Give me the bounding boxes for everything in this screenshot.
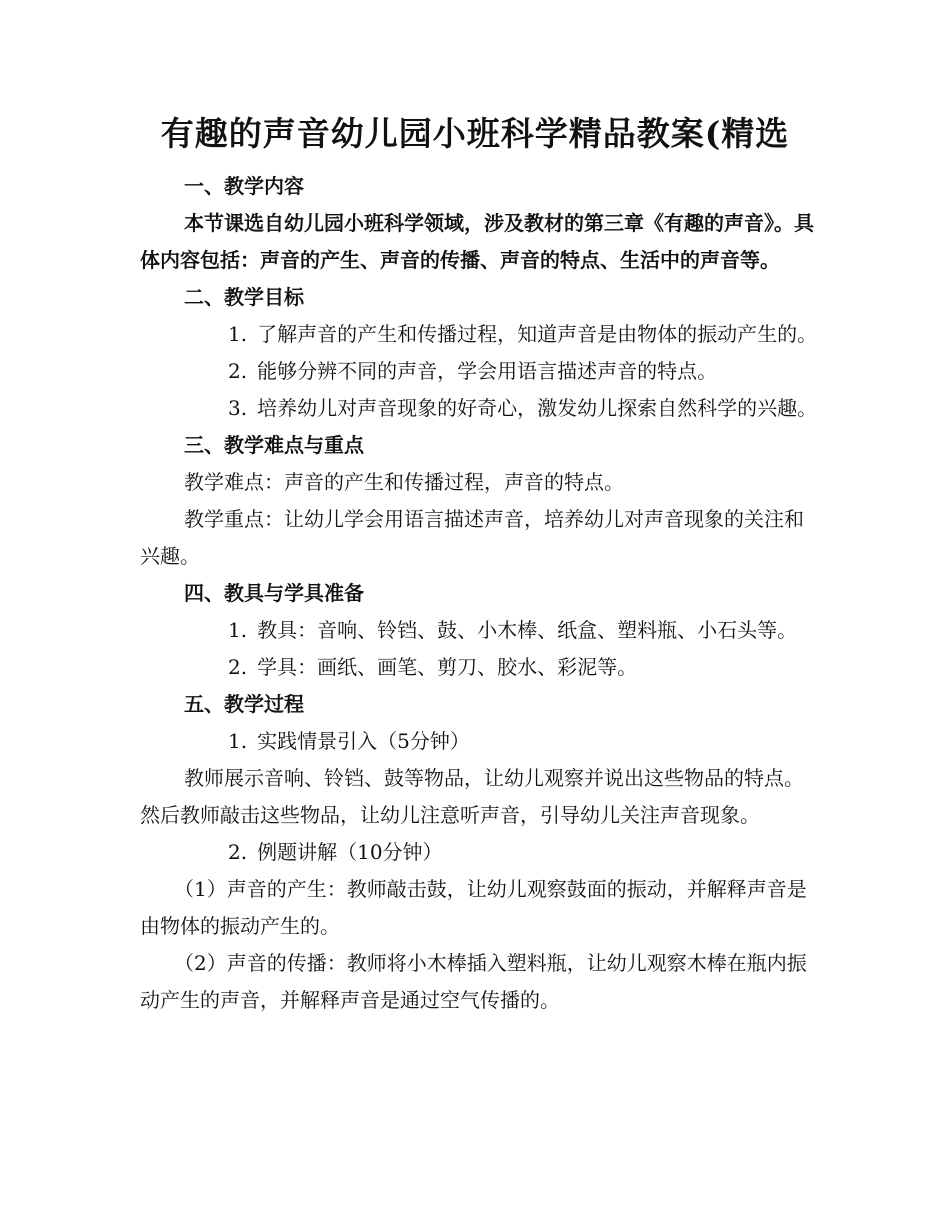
process-step-title — [140, 834, 816, 871]
item-number: 1. — [228, 729, 248, 753]
item-text: 能够分辨不同的声音，学会用语言描述声音的特点。 — [257, 359, 718, 383]
step2-sub-paragraph: （2）声音的传播：教师将小木棒插入塑料瓶，让幼儿观察木棒在瓶内振动产生的声音，并解释声音是通过空气传播的。 — [140, 951, 807, 1012]
section-heading-content: 一、教学内容 — [184, 174, 304, 198]
section-heading-materials: 四、教具与学具准备 — [184, 581, 364, 605]
item-number: 3. — [228, 396, 248, 420]
objective-item — [140, 316, 816, 353]
focus-paragraph: 教学重点：让幼儿学会用语言描述声音，培养幼儿对声音现象的关注和兴趣。 — [140, 507, 804, 568]
content-paragraph: 本节课选自幼儿园小班科学领域，涉及教材的第三章《有趣的声音》。具体内容包括：声音的产生、声音的传播、声音的特点、生活中的声音等。 — [140, 211, 814, 272]
objective-item — [140, 390, 816, 427]
materials-item — [140, 612, 816, 649]
section-heading-objectives: 二、教学目标 — [184, 285, 304, 309]
item-text: 教具：音响、铃铛、鼓、小木棒、纸盒、塑料瓶、小石头等。 — [257, 618, 798, 642]
document-body — [140, 168, 816, 1019]
document-title: 有趣的声音幼儿园小班科学精品教案(精选 — [160, 114, 790, 153]
difficulty-paragraph: 教学难点：声音的产生和传播过程，声音的特点。 — [184, 470, 624, 494]
item-number: 2. — [228, 655, 248, 679]
step-title-text: 例题讲解（10分钟） — [257, 840, 443, 864]
materials-item — [140, 649, 816, 686]
step1-paragraph: 教师展示音响、铃铛、鼓等物品，让幼儿观察并说出这些物品的特点。然后教师敲击这些物品，让幼儿注意听声音，引导幼儿关注声音现象。 — [140, 766, 804, 827]
item-number: 2. — [228, 840, 248, 864]
item-text: 了解声音的产生和传播过程，知道声音是由物体的振动产生的。 — [257, 322, 818, 346]
step-title-text: 实践情景引入（5分钟） — [257, 729, 470, 753]
item-number: 2. — [228, 359, 248, 383]
item-text: 学具：画纸、画笔、剪刀、胶水、彩泥等。 — [257, 655, 638, 679]
section-heading-process: 五、教学过程 — [184, 692, 304, 716]
item-number: 1. — [228, 618, 248, 642]
section-heading-difficulty: 三、教学难点与重点 — [184, 433, 364, 457]
process-step-title — [140, 723, 816, 760]
item-number: 1. — [228, 322, 248, 346]
step2-sub-paragraph: （1）声音的产生：教师敲击鼓，让幼儿观察鼓面的振动，并解释声音是由物体的振动产生的。 — [140, 877, 807, 938]
item-text: 培养幼儿对声音现象的好奇心，激发幼儿探索自然科学的兴趣。 — [257, 396, 818, 420]
objective-item — [140, 353, 816, 390]
